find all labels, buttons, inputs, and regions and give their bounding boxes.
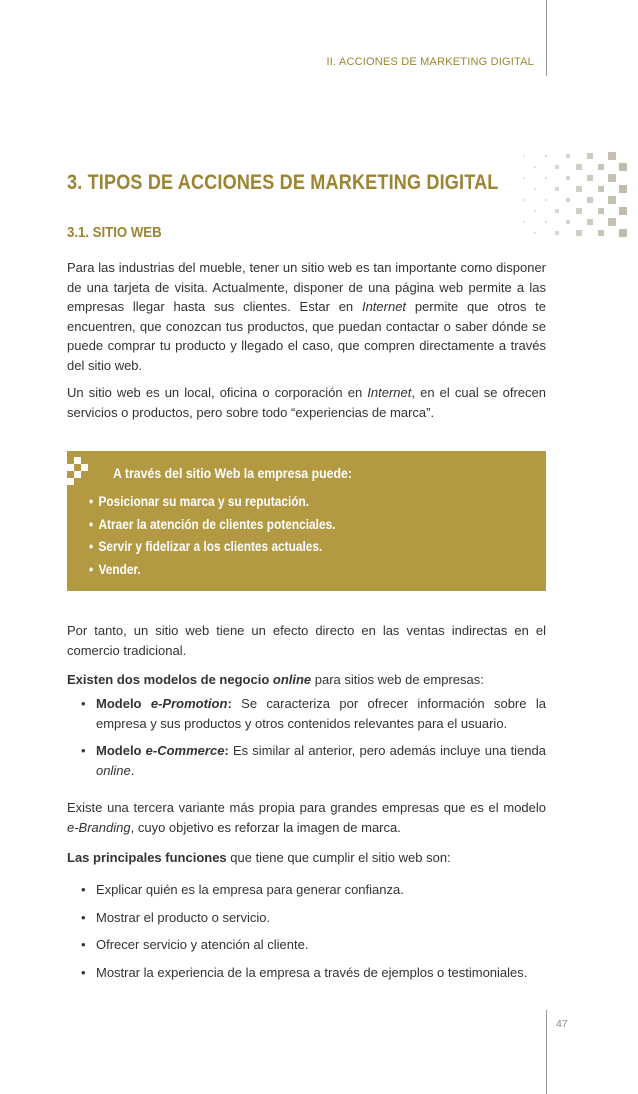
models-list	[67, 694, 546, 788]
decorative-dot	[555, 209, 559, 213]
decorative-dot	[587, 219, 593, 225]
decorative-dot	[566, 198, 570, 202]
list-item-function: • Mostrar la experiencia de la empresa a través de ejemplos o testimoniales.	[81, 964, 528, 980]
decorative-dot	[619, 185, 627, 193]
decorative-dot	[619, 207, 627, 215]
decorative-dot	[523, 199, 525, 201]
decorative-dot	[534, 188, 536, 190]
list-item-function: • Ofrecer servicio y atención al cliente.	[81, 937, 309, 952]
decorative-dot	[576, 230, 581, 235]
section-title: 3.1. SITIO WEB	[67, 224, 162, 241]
paragraph-models-intro: Existen dos modelos de negocio online para sitios web de empresas:	[67, 672, 484, 687]
list-item-model-promotion: • Modelo e-Promotion: Se caracteriza por ofrecer información sobre la empresa y sus productos y otros contenidos relevantes para el usuario.	[81, 696, 546, 731]
decorative-dot	[598, 164, 605, 171]
decorative-dot	[587, 197, 593, 203]
decorative-dot	[598, 208, 605, 215]
list-item-function: • Mostrar el producto o servicio.	[81, 909, 271, 925]
paragraph-branding: Existe una tercera variante más propia para grandes empresas que es el modelo e-Branding, cuyo objetivo es reforzar la imagen de marca.	[67, 800, 546, 835]
callout-list	[89, 491, 369, 581]
decorative-dot	[598, 230, 605, 237]
decorative-dot	[587, 175, 593, 181]
decorative-dot	[534, 232, 536, 234]
callout-box	[67, 451, 546, 591]
callout-item: • Posicionar su marca y su reputación.	[89, 491, 335, 514]
decorative-dot	[555, 165, 559, 169]
callout-item: • Servir y fidelizar a los clientes actuales.	[89, 536, 335, 559]
functions-list	[67, 880, 546, 990]
paragraph-functions-intro: Las principales funciones que tiene que cumplir el sitio web son:	[67, 850, 451, 865]
decorative-dot	[566, 220, 570, 224]
paragraph-effect: Por tanto, un sitio web tiene un efecto directo en las ventas indirectas en el comercio tradicional.	[67, 623, 546, 658]
decorative-dot	[598, 186, 605, 193]
callout-square	[74, 457, 81, 464]
decorative-dot	[587, 153, 593, 159]
decorative-dot	[523, 221, 525, 223]
header-rule	[546, 0, 547, 76]
decorative-dot	[555, 187, 559, 191]
decorative-dot	[566, 176, 570, 180]
callout-square	[67, 478, 74, 485]
footer-rule	[546, 1010, 547, 1094]
decorative-dot	[619, 229, 627, 237]
paragraph-intro: Para las industrias del mueble, tener un sitio web es tan importante como disponer de una tarjeta de visita. Actualmente, disponer de una página web permite a las empresas llegar hasta sus clientes. Estar en Internet permite que otros te encuentren, que conozcan tus productos, que puedan contactar o saber dónde se puede comprar tu producto y llegado el caso, que compren directamente a través del sitio web.	[67, 260, 546, 373]
decorative-dot	[608, 218, 615, 225]
callout-square	[81, 464, 88, 471]
decorative-dot	[566, 154, 570, 158]
running-header: II. ACCIONES DE MARKETING DIGITAL	[326, 56, 534, 68]
list-item-model-commerce: • Modelo e-Commerce: Es similar al anterior, pero además incluye una tienda online.	[81, 743, 546, 778]
decorative-dot	[534, 210, 536, 212]
decorative-dot	[576, 164, 581, 169]
paragraph-definition: Un sitio web es un local, oficina o corporación en Internet, en el cual se ofrecen servicios o productos, pero sobre todo “experiencias de marca”.	[67, 385, 546, 420]
decorative-dot	[523, 155, 525, 157]
callout-item: • Atraer la atención de clientes potenciales.	[89, 514, 335, 537]
decorative-dot	[608, 174, 615, 181]
decorative-dot	[576, 186, 581, 191]
decorative-dot	[619, 163, 627, 171]
callout-square	[67, 464, 74, 471]
decorative-dot	[534, 166, 536, 168]
decorative-dot	[608, 196, 615, 203]
callout-title: A través del sitio Web la empresa puede:	[113, 465, 352, 481]
decorative-dot	[555, 231, 559, 235]
list-item-function: • Explicar quién es la empresa para generar confianza.	[81, 882, 404, 897]
decorative-dot	[545, 199, 548, 202]
decorative-dot	[523, 177, 525, 179]
chapter-title: 3. TIPOS DE ACCIONES DE MARKETING DIGITAL	[67, 171, 499, 194]
page-number: 47	[556, 1018, 568, 1030]
decorative-dot	[545, 221, 548, 224]
decorative-dot	[545, 177, 548, 180]
callout-item: • Vender.	[89, 559, 335, 582]
callout-square	[74, 471, 81, 478]
decorative-dot	[576, 208, 581, 213]
decorative-dot	[545, 155, 548, 158]
decorative-dot	[608, 152, 615, 159]
